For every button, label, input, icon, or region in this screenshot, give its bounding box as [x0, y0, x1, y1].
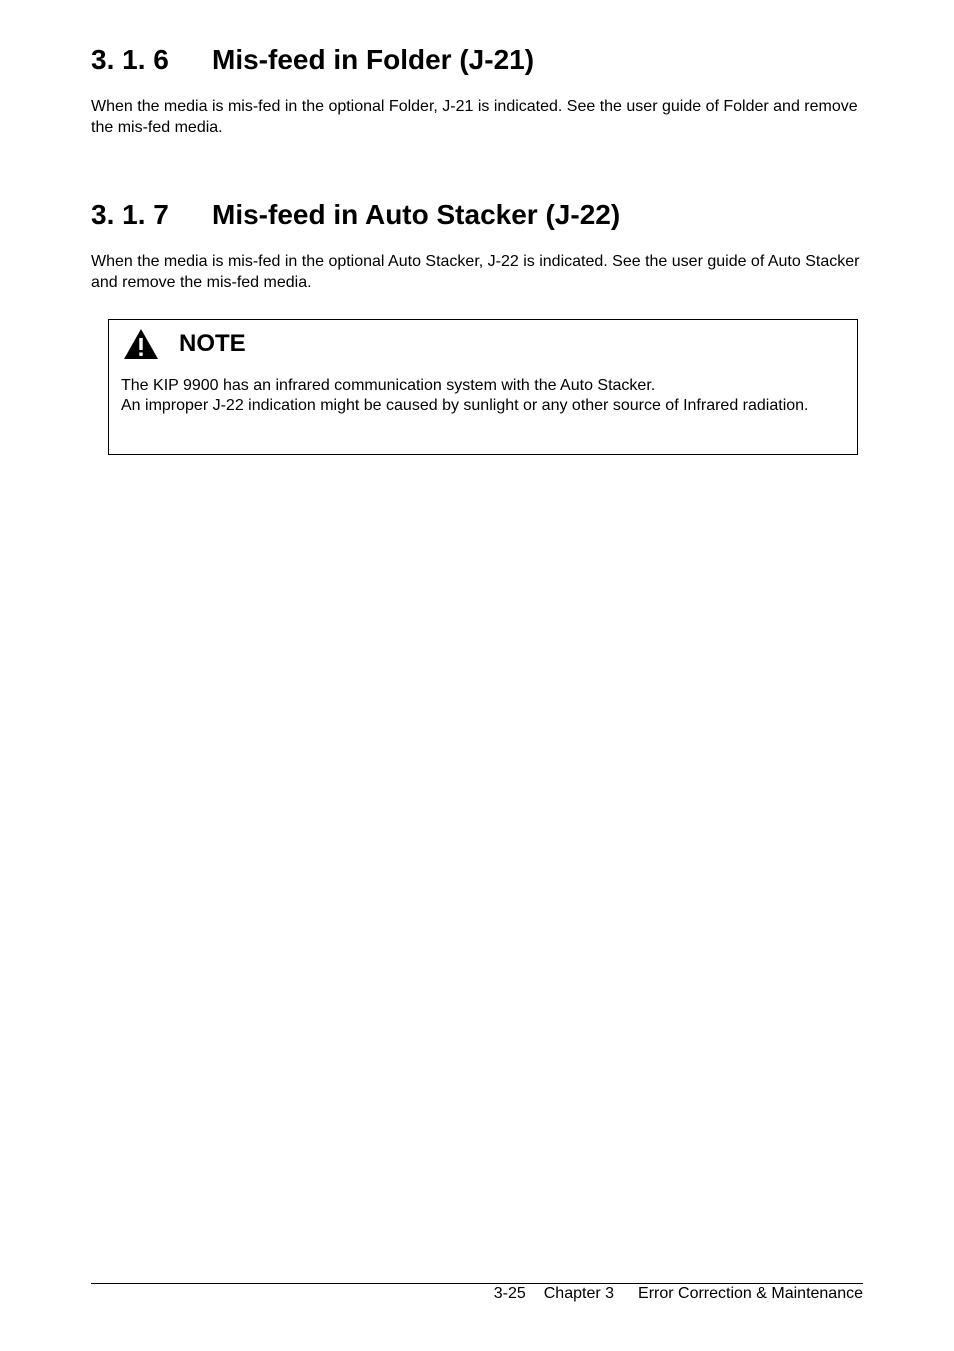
note-body	[121, 376, 841, 416]
note-header	[123, 328, 246, 360]
section-number: 3. 1. 6	[91, 44, 169, 75]
page-footer	[494, 1284, 863, 1304]
section-body: When the media is mis-fed in the optional Auto Stacker, J-22 is indicated. See the user guide of Auto Stacker and remove the mis-fed media.	[91, 253, 860, 291]
section-heading	[91, 199, 861, 231]
section-title: Mis-feed in Folder (J-21)	[212, 44, 535, 75]
page-number: 3-25	[493, 1285, 526, 1302]
note-line: The KIP 9900 has an infrared communication system with the Auto Stacker.	[121, 377, 656, 394]
section-3-1-6	[91, 44, 861, 138]
chapter-title: Error Correction & Maintenance	[638, 1285, 863, 1302]
section-3-1-7	[91, 199, 861, 293]
section-body: When the media is mis-fed in the optional Folder, J-21 is indicated. See the user guide of Folder and remove the mis-fed media.	[91, 98, 858, 136]
note-box	[108, 319, 858, 455]
section-title: Mis-feed in Auto Stacker (J-22)	[212, 199, 621, 230]
note-label: NOTE	[179, 330, 246, 357]
note-line: An improper J-22 indication might be caused by sunlight or any other source of Infrared radiation.	[121, 397, 809, 414]
warning-icon	[123, 328, 159, 360]
section-number: 3. 1. 7	[91, 199, 169, 230]
section-heading	[91, 44, 861, 76]
chapter-label: Chapter 3	[543, 1285, 615, 1302]
